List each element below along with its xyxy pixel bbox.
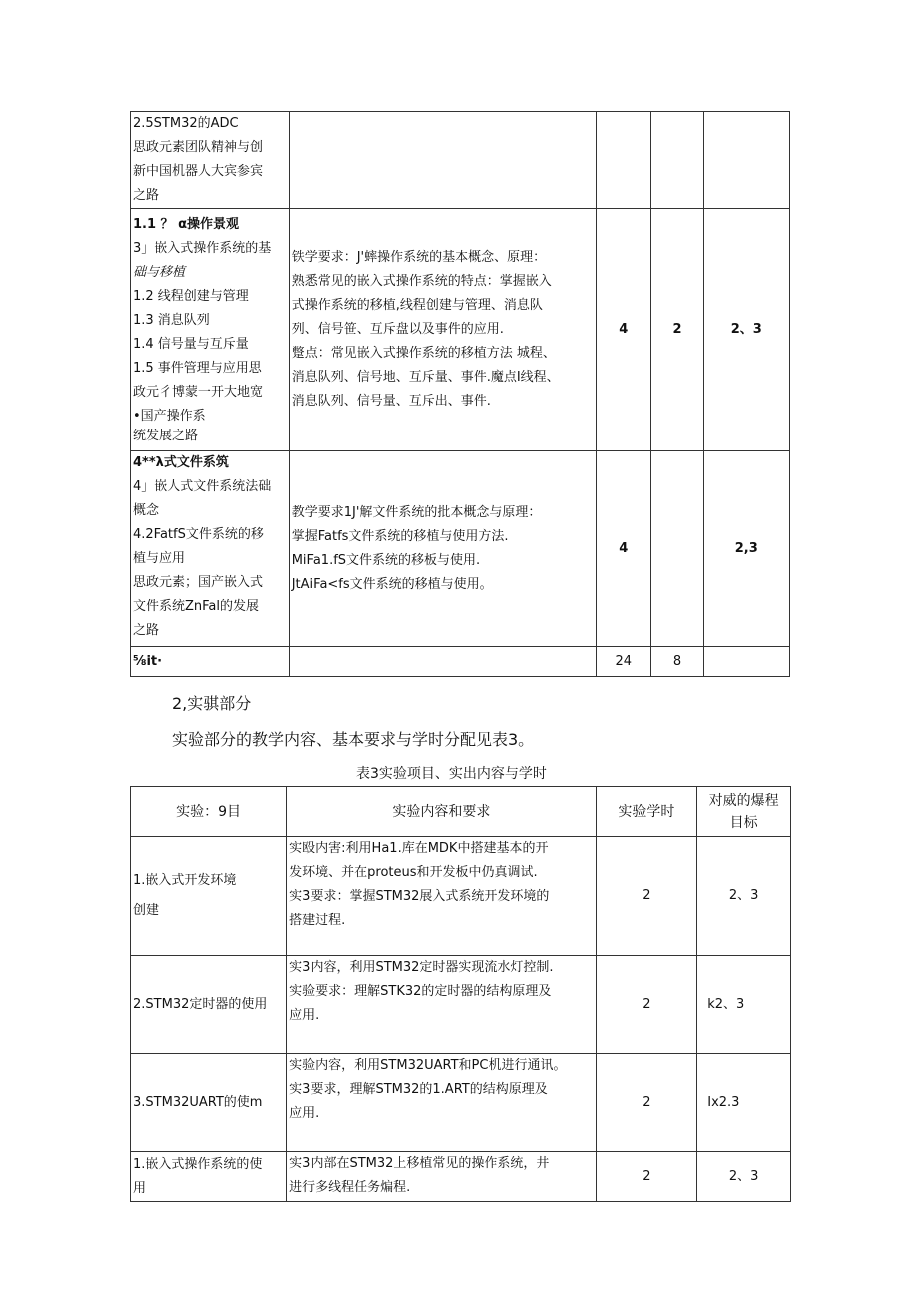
- content-line: 实3内部在STM32上移植常见的操作系统，井: [289, 1156, 550, 1171]
- table-row: [131, 837, 791, 956]
- project-cell: [131, 837, 287, 956]
- content-line: 实殴内害:利用Ha1.库在MDK中搭建基本的开: [289, 841, 549, 856]
- requirement-line: 掌握Fatfs文件系统的移植与使用方法.: [291, 528, 509, 544]
- target-cell: [703, 112, 789, 209]
- topic-line-text: 3」嵌入式操作系统的基: [133, 241, 272, 256]
- total-hours: 24: [597, 647, 651, 677]
- target-cell: 2,3: [703, 451, 789, 647]
- requirement-line: 列、信号笹、互斥盘以及事件的应用.: [291, 321, 504, 337]
- content-line: 应用.: [289, 1106, 320, 1121]
- content-cell: [287, 956, 596, 1054]
- project-line: 1.嵌入式操作系统的使: [133, 1156, 263, 1172]
- topic-line: 思政元素团队精神与创: [133, 140, 264, 155]
- target-cell: 2、3: [697, 837, 791, 956]
- requirement-line: 教学要求1J'解文件系统的批本概念与原理：: [291, 504, 542, 520]
- content-line: 实验内容，利用STM32UART和PC机进行通讯。: [289, 1058, 567, 1073]
- topic-line: 1.2 线程创建与管理: [133, 289, 249, 304]
- table-row: [131, 112, 790, 209]
- project-line: 2.STM32定时器的使用: [133, 996, 268, 1012]
- topic-line: 1.5 事件管理与应用思: [133, 361, 262, 376]
- total-target: [703, 647, 789, 677]
- topic-line: 1.4 信号量与互斥量: [133, 337, 249, 352]
- topic-cell: [131, 451, 290, 647]
- project-cell: [131, 1054, 287, 1152]
- topic-cell: [131, 112, 290, 209]
- table-row: [131, 1152, 791, 1202]
- topic-line: [133, 237, 287, 261]
- topic-line: 思政元素；国产嵌入式: [133, 575, 264, 590]
- content-cell: [287, 1054, 596, 1152]
- target-cell: k2、3: [697, 956, 791, 1054]
- header-target: [697, 787, 791, 837]
- requirement-line: JtAiFa<fs文件系统的移植与使用。: [291, 576, 493, 592]
- topic-cell: [131, 209, 290, 451]
- header-content: 实验内容和要求: [287, 787, 596, 837]
- exp-hours-cell: [651, 451, 703, 647]
- topic-line: •国产操作系: [133, 409, 206, 424]
- topic-line: 之路: [133, 188, 160, 203]
- header-target-line: 对威的爆程: [708, 792, 779, 809]
- content-cell: [287, 837, 596, 956]
- requirements-cell: [289, 209, 596, 451]
- exp-hours-cell: 2: [651, 209, 703, 451]
- content-line: 实3要求：掌握STM32展入式系统开发环境的: [289, 889, 550, 904]
- topic-line: 4**λ式文件系筑: [133, 455, 229, 470]
- project-line: 创建: [133, 903, 160, 918]
- topic-line: 之路: [133, 623, 160, 638]
- topic-line: 4」嵌人式文件系统法础: [133, 479, 272, 494]
- exp-hours-cell: [651, 112, 703, 209]
- topic-line: 2.5STM32的ADC: [133, 116, 239, 131]
- topic-line: 新中国机器人大宾参宾: [133, 164, 264, 179]
- section-heading: 2,实骐部分: [172, 694, 252, 713]
- requirement-line: 熟悉常见的嵌入式操作系统的特点：掌握嵌入: [291, 273, 552, 289]
- hours-cell: 2: [596, 956, 697, 1054]
- target-cell: 2、3: [703, 209, 789, 451]
- project-cell: [131, 1152, 287, 1202]
- experiment-table: [130, 786, 791, 1202]
- target-cell: Ix2.3: [697, 1054, 791, 1152]
- content-line: 发环境、并在proteus和开发板中仍真调试.: [289, 865, 538, 880]
- requirements-cell: [289, 451, 596, 647]
- total-exp-hours: 8: [651, 647, 703, 677]
- topic-line: 1.1 ？ α操作景观: [133, 217, 240, 232]
- hours-cell: 2: [596, 1054, 697, 1152]
- topic-line: 植与应用: [133, 551, 186, 566]
- total-requirements-cell: [289, 647, 596, 677]
- project-line: 用: [133, 1180, 147, 1196]
- header-hours: 实验学时: [596, 787, 697, 837]
- topic-line: 文件系统ZnFal的发展: [133, 599, 260, 614]
- table-row: [131, 956, 791, 1054]
- content-line: 实3要求，理解STM32的1.ART的结构原理及: [289, 1082, 548, 1097]
- requirements-cell: [289, 112, 596, 209]
- topic-line: 1.3 消息队列: [133, 313, 210, 328]
- header-target-line: 目标: [729, 814, 758, 831]
- content-cell: [287, 1152, 596, 1202]
- topic-line: 4.2FatfS文件系统的移: [133, 527, 264, 542]
- requirement-line: 蹩点：常见嵌入式操作系统的移植方法 城程、: [291, 345, 556, 361]
- table-row: [131, 209, 790, 451]
- topic-line: 概念: [133, 503, 160, 518]
- project-line: 1.嵌入式开发环境: [133, 873, 237, 888]
- target-cell: 2、3: [697, 1152, 791, 1202]
- hours-cell: 2: [596, 837, 697, 956]
- topic-line: 统发展之路: [133, 429, 199, 443]
- project-cell: [131, 956, 287, 1054]
- hours-cell: [597, 112, 651, 209]
- topic-line: 政元彳博蒙一开大地宽: [133, 385, 264, 400]
- hours-cell: 4: [597, 209, 651, 451]
- requirement-line: MiFa1.fS文件系统的移板与使用.: [291, 552, 481, 568]
- table-row: [131, 451, 790, 647]
- content-line: 实3内容，利用STM32定时器实现流水灯控制.: [289, 960, 554, 975]
- project-line: 3.STM32UART的使m: [133, 1094, 263, 1110]
- table-caption: 表3实验项目、实出内容与学时: [356, 766, 547, 782]
- hours-cell: 4: [597, 451, 651, 647]
- content-line: 实验要求：理解STK32的定时器的结构原理及: [289, 984, 552, 999]
- section-body: 实验部分的教学内容、基本要求与学时分配见表3。: [172, 730, 535, 749]
- total-label: ⅝it·: [131, 647, 290, 677]
- topic-line: 础与移植: [133, 265, 186, 280]
- requirement-line: 式操作系统的移植,线程创建与管理、消息队: [291, 297, 543, 313]
- requirement-line: 消息队列、信号地、互斥量、事件.魔点I线程、: [291, 369, 560, 385]
- requirement-line: 消息队列、信号量、互斥出、事件.: [291, 393, 491, 409]
- total-row: [131, 647, 790, 677]
- hours-cell: 2: [596, 1152, 697, 1202]
- header-row: [131, 787, 791, 837]
- course-content-table: [130, 111, 790, 677]
- requirement-line: 铁学要求：J'蟀操作系统的基本概念、原理：: [291, 249, 547, 265]
- content-line: 应用.: [289, 1008, 320, 1023]
- table-row: [131, 1054, 791, 1152]
- content-line: 进行多线程任务煸程.: [289, 1180, 411, 1195]
- content-line: 搭建过程.: [289, 913, 346, 928]
- header-project: 实验：9目: [131, 787, 287, 837]
